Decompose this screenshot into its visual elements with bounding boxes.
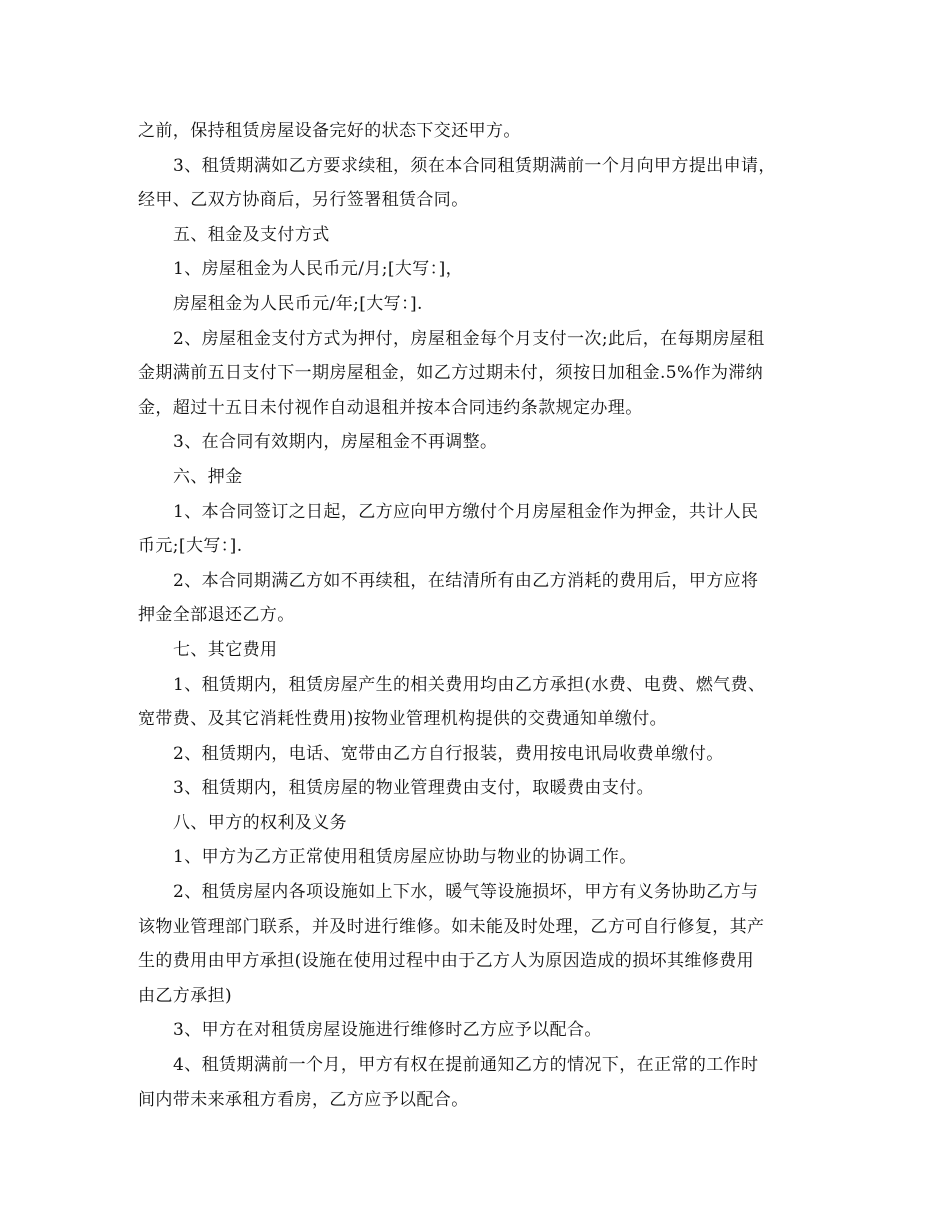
text-line: 2、租赁期内，电话、宽带由乙方自行报装，费用按电讯局收费单缴付。 [173,743,724,764]
text-line: 3、在合同有效期内，房屋租金不再调整。 [173,432,498,453]
text-line: 间内带未来承租方看房，乙方应予以配合。 [138,1089,469,1110]
text-line: 2、房屋租金支付方式为押付，房屋租金每个月支付一次;此后，在每期房屋租 [173,328,765,349]
text-line: 3、租赁期满如乙方要求续租，须在本合同租赁期满前一个月向甲方提出申请， [173,155,776,176]
text-line: 2、本合同期满乙方如不再续租，在结清所有由乙方消耗的费用后，甲方应将 [173,570,759,591]
text-line: 金期满前五日支付下一期房屋租金，如乙方过期未付，须按日加租金.5%作为滞纳 [138,363,764,384]
text-line: 4、租赁期满前一个月，甲方有权在提前通知乙方的情况下，在正常的工作时 [173,1055,759,1076]
contract-text [138,114,814,1117]
text-line: 该物业管理部门联系，并及时进行维修。如未能及时处理，乙方可自行修复，其产 [138,916,765,937]
section-heading-party-a-rights: 八、甲方的权利及义务 [173,812,347,833]
section-heading-other-fees: 七、其它费用 [173,639,278,660]
text-line: 金，超过十五日未付视作自动退租并按本合同违约条款规定办理。 [138,397,643,418]
text-line: 房屋租金为人民币元/年;[大写：]. [173,293,423,314]
text-line: 1、甲方为乙方正常使用租赁房屋应协助与物业的协调工作。 [173,847,637,868]
text-line: 由乙方承担) [138,985,233,1006]
text-line: 3、甲方在对租赁房屋设施进行维修时乙方应予以配合。 [173,1020,602,1041]
text-line: 1、租赁期内，租赁房屋产生的相关费用均由乙方承担(水费、电费、燃气费、 [173,674,766,695]
text-line: 3、租赁期内，租赁房屋的物业管理费由支付，取暖费由支付。 [173,778,655,799]
section-heading-rent: 五、租金及支付方式 [173,224,330,245]
text-line: 经甲、乙双方协商后，另行签署租赁合同。 [138,190,469,211]
text-line: 1、本合同签订之日起，乙方应向甲方缴付个月房屋租金作为押金，共计人民 [173,501,759,522]
text-line: 宽带费、及其它消耗性费用)按物业管理机构提供的交费通知单缴付。 [138,709,668,730]
section-heading-deposit: 六、押金 [173,466,243,487]
text-line: 押金全部退还乙方。 [138,605,295,626]
text-line: 币元;[大写：]. [138,536,243,557]
text-line: 2、租赁房屋内各项设施如上下水，暖气等设施损坏，甲方有义务协助乙方与 [173,882,759,903]
text-line: 1、房屋租金为人民币元/月;[大写：]， [173,259,464,280]
text-line: 之前，保持租赁房屋设备完好的状态下交还甲方。 [138,121,521,141]
text-line: 生的费用由甲方承担(设施在使用过程中由于乙方人为原因造成的损坏其维修费用 [138,951,755,972]
